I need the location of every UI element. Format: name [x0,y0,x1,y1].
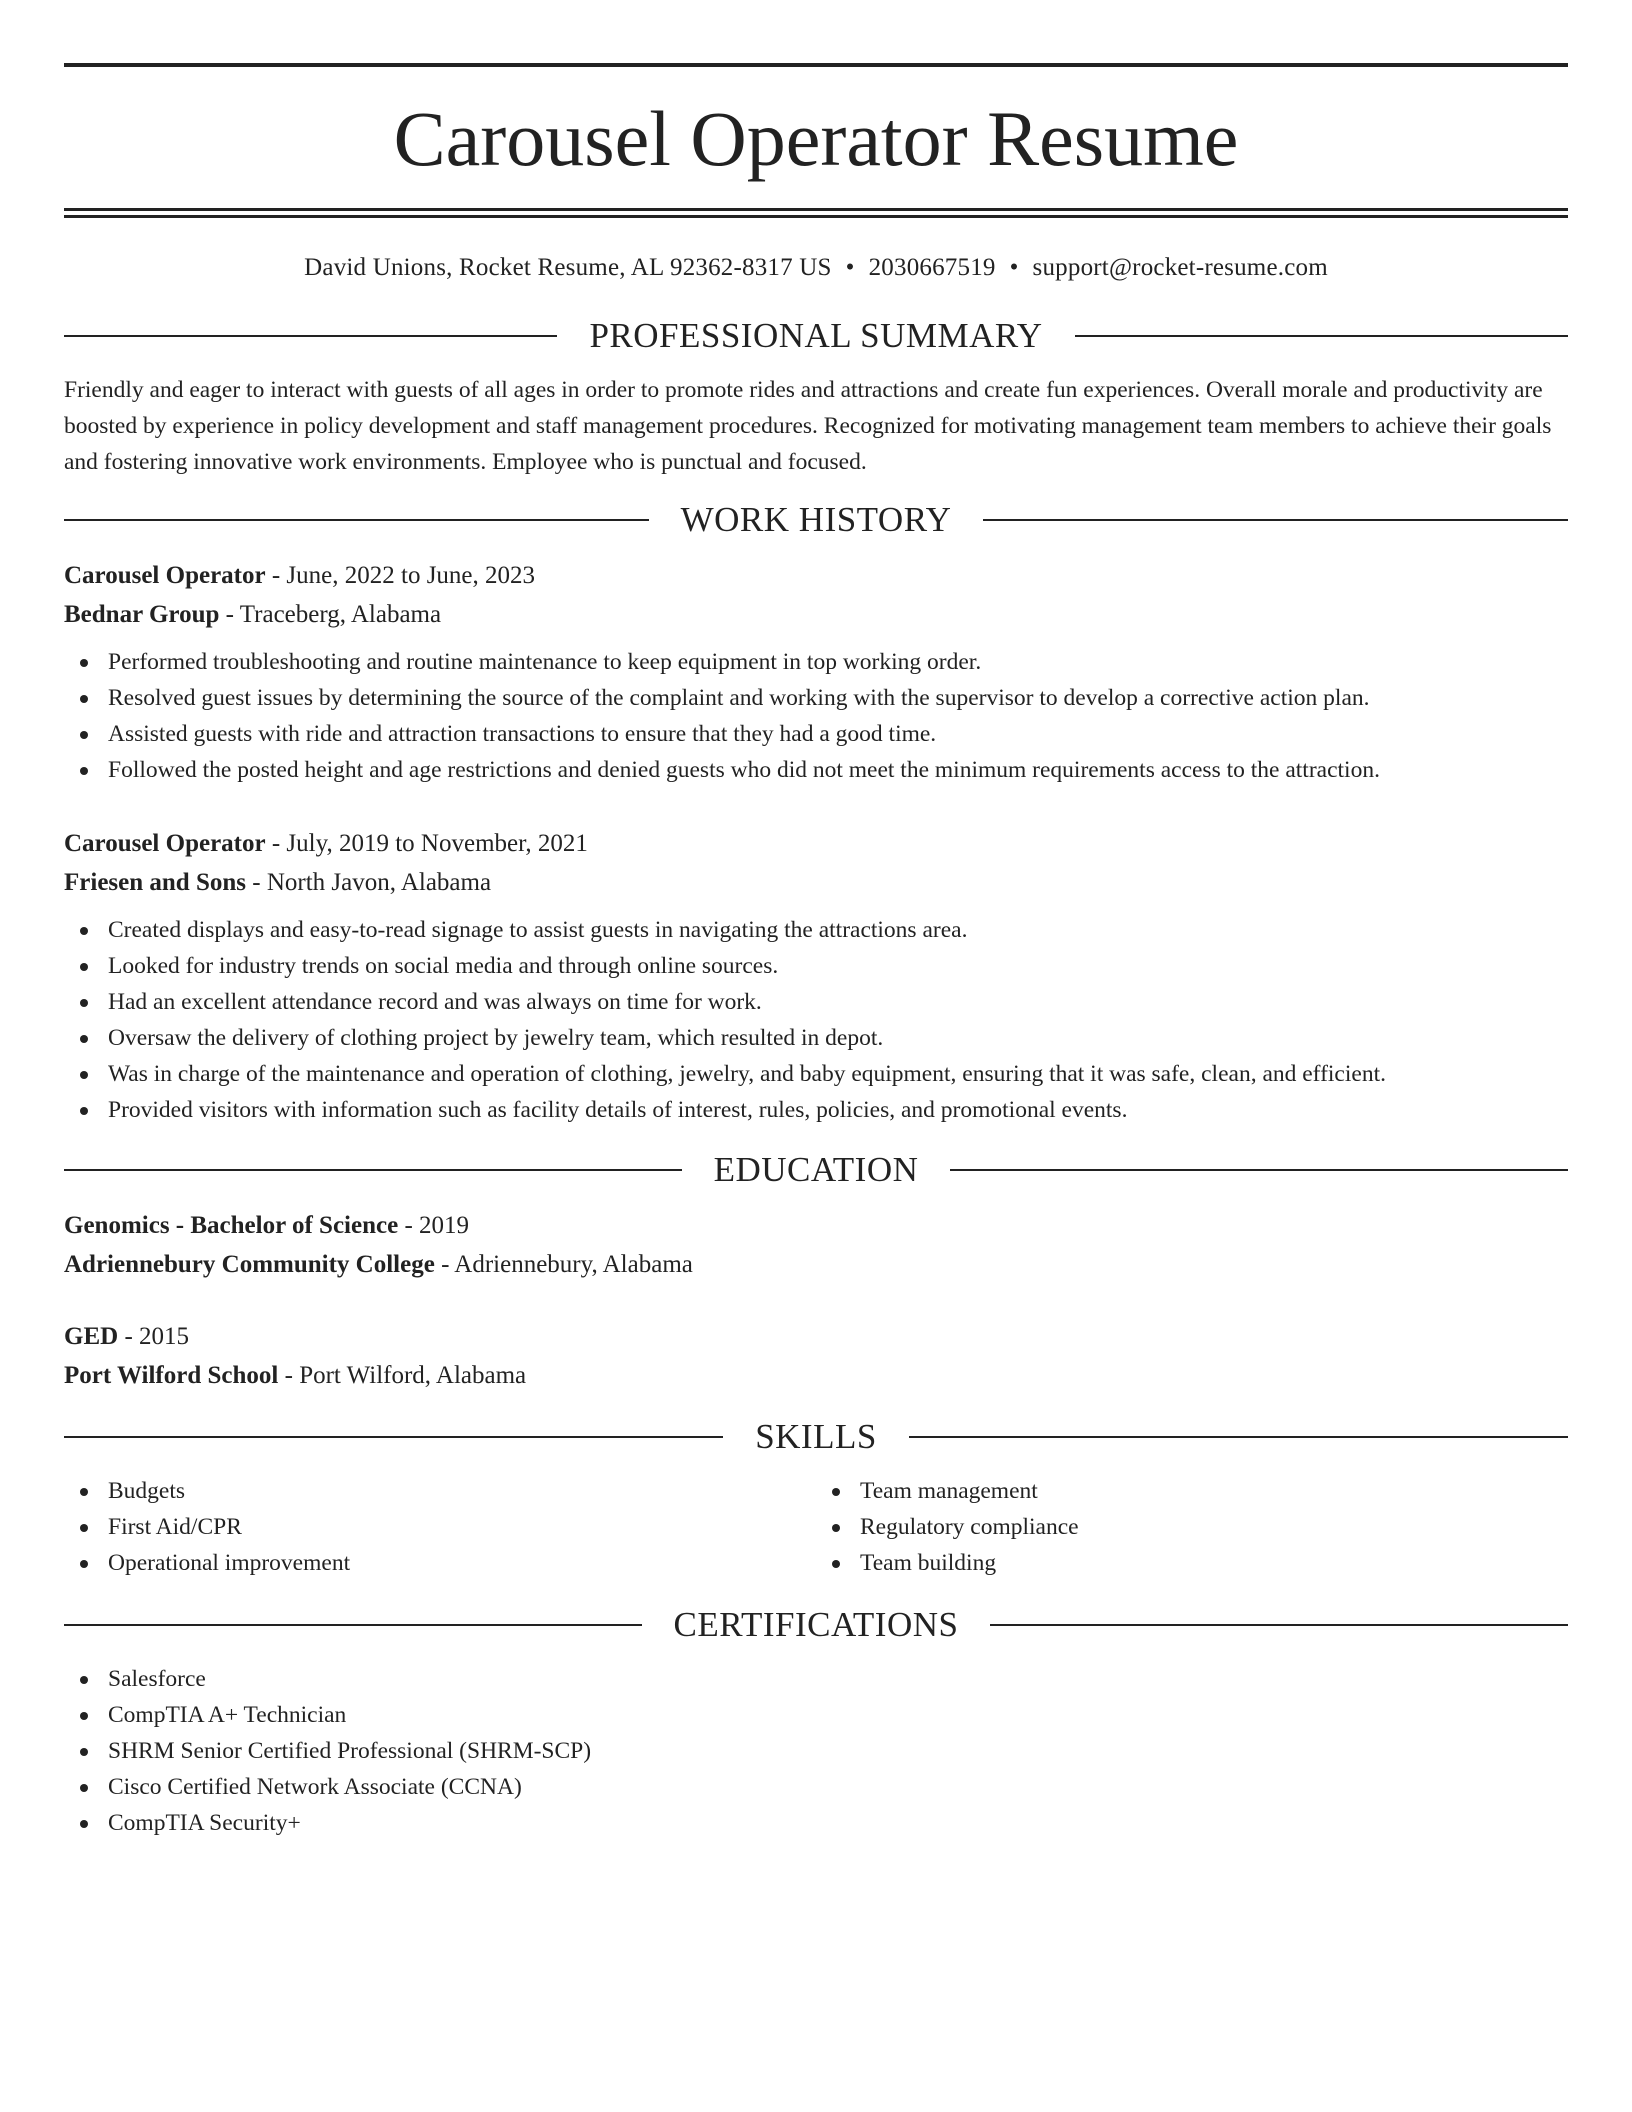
summary-text: Friendly and eager to interact with guests of all ages in order to promote rides and attractions and create fun experiences. Overall morale and productivity are boosted by experience in policy development and staff management procedures. Recognized for motivating management team members to achieve their goals and fostering innovative work environments. Employee who is punctual and focused. [64,377,1552,475]
job-entry [64,556,1568,788]
list-item: Salesforce [64,1661,1568,1697]
job-entry [64,824,1568,1128]
education-school: Port Wilford School [64,1362,279,1389]
job-dates: July, 2019 to November, 2021 [286,830,588,857]
job-title-row: Carousel Operator - June, 2022 to June, 2023 [64,562,536,589]
education-school-row: Adriennebury Community College - Adriennebury, Alabama [64,1251,693,1278]
education-degree-row: GED - 2015 [64,1323,190,1350]
bullet-icon [80,1676,88,1684]
job-location: Traceberg, Alabama [239,601,442,628]
bullet-icon [80,927,88,935]
list-item: Had an excellent attendance record and was always on time for work. [64,984,1568,1020]
job-company-row: Bednar Group - Traceberg, Alabama [64,601,442,628]
skills-heading-text: SKILLS [755,1417,877,1456]
list-item: Budgets [64,1473,816,1509]
contact-separator: • [1009,254,1019,281]
bullet-icon [80,1488,88,1496]
education-school: Adriennebury Community College [64,1251,435,1278]
bullet-icon [80,767,88,775]
certifications-section-heading [64,1603,1568,1647]
list-item: Operational improvement [64,1545,816,1581]
job-dates: June, 2022 to June, 2023 [286,562,536,589]
job-bullets [64,912,1568,1128]
bullet-icon [80,1524,88,1532]
education-entry [64,1206,1568,1284]
summary-heading-text: PROFESSIONAL SUMMARY [589,316,1043,355]
bullet-icon [832,1488,840,1496]
bullet-icon [832,1560,840,1568]
heading-rule-left [64,519,649,521]
skills-columns [64,1473,1568,1581]
list-item: CompTIA Security+ [64,1805,1568,1841]
work-section-heading [64,498,1568,542]
education-location: Adriennebury, Alabama [454,1251,693,1278]
education-degree: Genomics - Bachelor of Science [64,1212,399,1239]
bullet-icon [80,963,88,971]
bullet-icon [80,659,88,667]
heading-rule-right [1075,335,1568,337]
bullet-icon [80,1107,88,1115]
contact-separator: • [845,254,855,281]
list-item: Cisco Certified Network Associate (CCNA) [64,1769,1568,1805]
education-location: Port Wilford, Alabama [299,1362,527,1389]
list-item: Followed the posted height and age restrictions and denied guests who did not meet the minimum requirements access to the attraction. [64,752,1568,788]
bullet-icon [832,1524,840,1532]
bullet-icon [80,1820,88,1828]
education-degree: GED [64,1323,119,1350]
list-item: Oversaw the delivery of clothing project by jewelry team, which resulted in depot. [64,1020,1568,1056]
contact-line [64,254,1568,282]
heading-rule-right [950,1169,1568,1171]
list-item: Was in charge of the maintenance and operation of clothing, jewelry, and baby equipment, ensuring that it was safe, clean, and efficient. [64,1056,1568,1092]
heading-rule-right [983,519,1568,521]
job-title: Carousel Operator [64,562,266,589]
list-item: CompTIA A+ Technician [64,1697,1568,1733]
work-heading-text: WORK HISTORY [680,500,952,539]
list-item: Performed troubleshooting and routine maintenance to keep equipment in top working order. [64,644,1568,680]
list-item: Team management [816,1473,1568,1509]
list-item: Looked for industry trends on social media and through online sources. [64,948,1568,984]
bullet-icon [80,1035,88,1043]
title-double-rule [64,208,1568,218]
job-title-row: Carousel Operator - July, 2019 to November, 2021 [64,830,588,857]
list-item: Regulatory compliance [816,1509,1568,1545]
job-bullets [64,644,1568,788]
list-item: Created displays and easy-to-read signage to assist guests in navigating the attractions area. [64,912,1568,948]
skills-list [816,1473,1568,1581]
skills-list [64,1473,816,1581]
list-item: Resolved guest issues by determining the source of the complaint and working with the supervisor to develop a corrective action plan. [64,680,1568,716]
heading-rule-left [64,335,557,337]
education-entry [64,1317,1568,1395]
list-item: Provided visitors with information such as facility details of interest, rules, policies, and promotional events. [64,1092,1568,1128]
education-year: 2019 [419,1212,470,1239]
skills-section-heading [64,1415,1568,1459]
bullet-icon [80,695,88,703]
page-title: Carousel Operator Resume [393,95,1239,182]
heading-rule-right [990,1624,1568,1626]
bullet-icon [80,1748,88,1756]
contact-phone: 2030667519 [868,254,996,281]
contact-address: David Unions, Rocket Resume, AL 92362-8317 US [304,254,832,281]
skills-column-left [64,1473,816,1581]
list-item: SHRM Senior Certified Professional (SHRM-SCP) [64,1733,1568,1769]
bullet-icon [80,1560,88,1568]
certifications-block [64,1661,1568,1841]
education-degree-row: Genomics - Bachelor of Science - 2019 [64,1212,470,1239]
bullet-icon [80,731,88,739]
job-location: North Javon, Alabama [266,869,492,896]
education-section-heading [64,1148,1568,1192]
heading-rule-left [64,1436,723,1438]
resume-page [64,63,1568,1841]
education-heading-text: EDUCATION [713,1150,919,1189]
heading-rule-right [909,1436,1568,1438]
education-school-row: Port Wilford School - Port Wilford, Alabama [64,1362,527,1389]
job-company: Friesen and Sons [64,869,246,896]
bullet-icon [80,1712,88,1720]
list-item: Team building [816,1545,1568,1581]
bullet-icon [80,999,88,1007]
list-item: Assisted guests with ride and attraction transactions to ensure that they had a good time. [64,716,1568,752]
skills-column-right [816,1473,1568,1581]
job-title: Carousel Operator [64,830,266,857]
certifications-heading-text: CERTIFICATIONS [673,1605,959,1644]
job-company: Bednar Group [64,601,220,628]
list-item: First Aid/CPR [64,1509,816,1545]
heading-rule-left [64,1169,682,1171]
bullet-icon [80,1071,88,1079]
bullet-icon [80,1784,88,1792]
contact-email: support@rocket-resume.com [1032,254,1328,281]
heading-rule-left [64,1624,642,1626]
job-company-row: Friesen and Sons - North Javon, Alabama [64,869,492,896]
certifications-list [64,1661,1568,1841]
summary-section-heading [64,314,1568,358]
education-year: 2015 [139,1323,190,1350]
